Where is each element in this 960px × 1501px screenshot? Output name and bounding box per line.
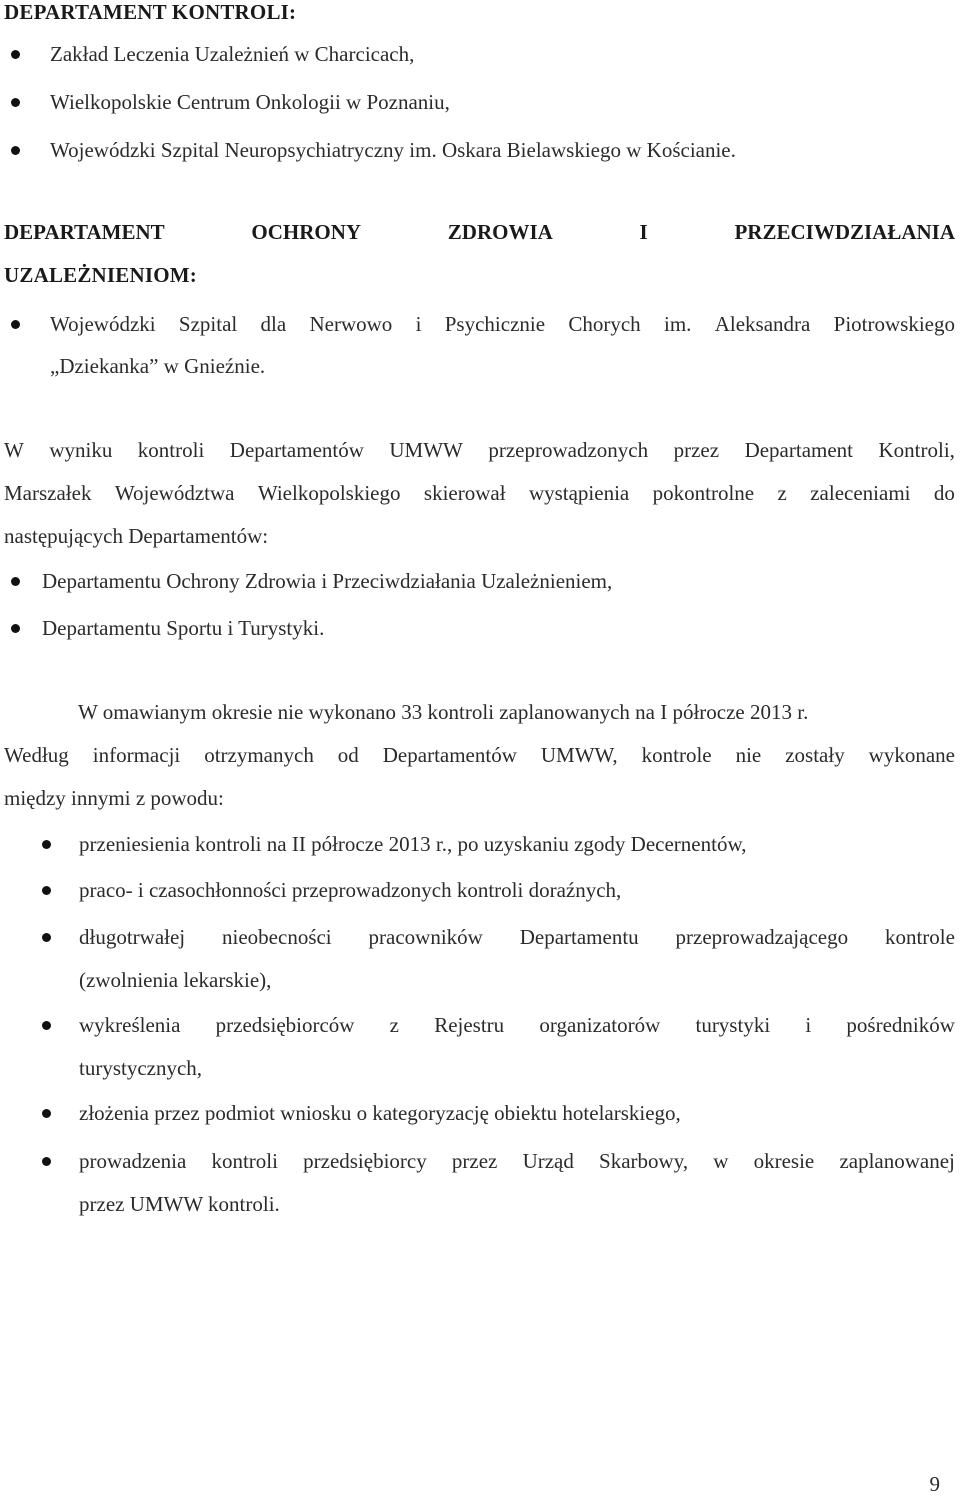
- word: pośredników: [846, 1013, 955, 1037]
- bullet-icon: [11, 50, 20, 59]
- word: wystąpienia: [528, 481, 630, 505]
- bullet-icon: [11, 320, 20, 329]
- word: nie: [735, 743, 762, 767]
- bullet-icon: [42, 1021, 51, 1030]
- word: Aleksandra: [714, 312, 811, 336]
- word: UMWW,: [540, 743, 618, 767]
- word: w: [713, 1149, 729, 1173]
- list-item: Zakład Leczenia Uzależnień w Charcicach,: [50, 42, 415, 66]
- word: przedsiębiorców: [215, 1013, 355, 1037]
- word: Szpital: [178, 312, 238, 336]
- word: przez: [451, 1149, 498, 1173]
- page-number: 9: [929, 1472, 940, 1496]
- list-item: [79, 1013, 955, 1038]
- word: dla: [260, 312, 287, 336]
- word: kontroli: [211, 1149, 278, 1173]
- section-heading-line2: UZALEŻNIENIOM:: [4, 263, 197, 287]
- list-item: [50, 312, 955, 337]
- bullet-icon: [11, 624, 20, 633]
- section-heading-ochrony-zdrowia: [4, 220, 955, 245]
- bullet-icon: [11, 146, 20, 155]
- word: przeprowadzonych: [488, 438, 649, 462]
- word: Departament: [744, 438, 854, 462]
- bullet-icon: [42, 840, 51, 849]
- list-item-continuation: „Dziekanka” w Gnieźnie.: [50, 354, 266, 378]
- bullet-icon: [11, 577, 20, 586]
- list-item: [79, 925, 955, 950]
- word: UMWW: [389, 438, 463, 462]
- word: turystyki: [695, 1013, 771, 1037]
- list-item: Departamentu Sportu i Turystyki.: [42, 616, 325, 640]
- word: z: [777, 481, 787, 505]
- list-item-continuation: turystycznych,: [79, 1056, 203, 1080]
- word: Marszałek: [4, 481, 92, 505]
- heading-word: PRZECIWDZIAŁANIA: [734, 220, 955, 244]
- word: Województwa: [114, 481, 235, 505]
- word: Piotrowskiego: [833, 312, 955, 336]
- paragraph-line: między innymi z powodu:: [4, 786, 224, 810]
- word: z: [389, 1013, 399, 1037]
- list-item-continuation: przez UMWW kontroli.: [79, 1192, 280, 1216]
- word: i: [415, 312, 422, 336]
- paragraph-line: [4, 438, 955, 463]
- word: prowadzenia: [79, 1149, 187, 1173]
- word: zaleceniami: [810, 481, 911, 505]
- word: Nerwowo: [309, 312, 393, 336]
- list-item: Wielkopolskie Centrum Onkologii w Poznaniu,: [50, 90, 450, 114]
- bullet-icon: [42, 1157, 51, 1166]
- word: Kontroli,: [878, 438, 955, 462]
- word: W: [4, 438, 24, 462]
- list-item: Departamentu Ochrony Zdrowia i Przeciwdziałania Uzależnieniem,: [42, 569, 613, 593]
- word: nieobecności: [222, 925, 332, 949]
- word: Skarbowy,: [599, 1149, 689, 1173]
- word: wykonane: [868, 743, 955, 767]
- word: Psychicznie: [444, 312, 546, 336]
- word: Wojewódzki: [50, 312, 156, 336]
- list-item: praco- i czasochłonności przeprowadzonych kontroli doraźnych,: [79, 878, 622, 902]
- word: zaplanowanej: [839, 1149, 955, 1173]
- word: zostały: [785, 743, 845, 767]
- list-item: Wojewódzki Szpital Neuropsychiatryczny im. Oskara Bielawskiego w Kościanie.: [50, 138, 736, 162]
- bullet-icon: [11, 98, 20, 107]
- word: kontroli: [137, 438, 205, 462]
- word: wyniku: [49, 438, 113, 462]
- word: Chorych: [568, 312, 641, 336]
- word: kontrole: [641, 743, 712, 767]
- word: wykreślenia: [79, 1013, 181, 1037]
- word: kontrole: [884, 925, 955, 949]
- word: otrzymanych: [204, 743, 314, 767]
- bullet-icon: [42, 933, 51, 942]
- word: przez: [673, 438, 720, 462]
- list-item: przeniesienia kontroli na II półrocze 2013 r., po uzyskaniu zgody Decernentów,: [79, 832, 747, 856]
- word: organizatorów: [539, 1013, 661, 1037]
- paragraph-line: następujących Departamentów:: [4, 524, 269, 548]
- word: długotrwałej: [79, 925, 186, 949]
- word: skierował: [423, 481, 506, 505]
- word: im.: [663, 312, 692, 336]
- heading-word: OCHRONY: [251, 220, 362, 244]
- paragraph-line: W omawianym okresie nie wykonano 33 kontroli zaplanowanych na I półrocze 2013 r.: [78, 700, 809, 724]
- word: Departamentów: [229, 438, 364, 462]
- heading-word: ZDROWIA: [447, 220, 553, 244]
- list-item: [79, 1149, 955, 1174]
- word: Departamentów: [382, 743, 517, 767]
- word: i: [805, 1013, 812, 1037]
- bullet-icon: [42, 886, 51, 895]
- word: Rejestru: [434, 1013, 505, 1037]
- word: pokontrolne: [652, 481, 755, 505]
- list-item: złożenia przez podmiot wniosku o kategoryzację obiektu hotelarskiego,: [79, 1101, 681, 1125]
- word: do: [933, 481, 955, 505]
- word: od: [337, 743, 359, 767]
- word: Wielkopolskiego: [257, 481, 401, 505]
- heading-word: DEPARTAMENT: [4, 220, 165, 244]
- heading-word: I: [639, 220, 648, 244]
- word: przedsiębiorcy: [303, 1149, 427, 1173]
- bullet-icon: [42, 1109, 51, 1118]
- word: Według: [4, 743, 69, 767]
- word: Urząd: [522, 1149, 574, 1173]
- paragraph-line: [4, 743, 955, 768]
- list-item-continuation: (zwolnienia lekarskie),: [79, 968, 272, 992]
- word: okresie: [753, 1149, 815, 1173]
- word: informacji: [92, 743, 181, 767]
- word: Departamentu: [519, 925, 639, 949]
- paragraph-line: [4, 481, 955, 506]
- word: pracowników: [368, 925, 483, 949]
- word: przeprowadzającego: [675, 925, 849, 949]
- section-heading-kontroli: DEPARTAMENT KONTROLI:: [4, 0, 297, 24]
